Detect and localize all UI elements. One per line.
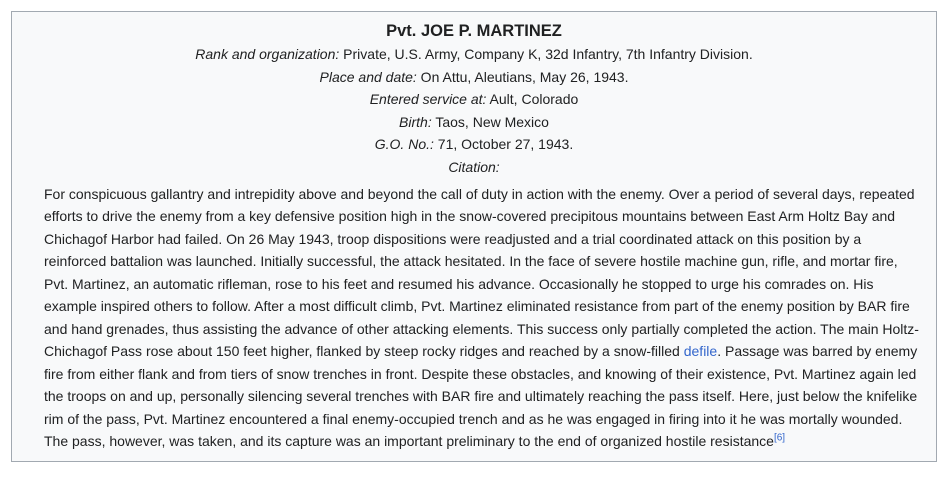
citation-box: [11, 11, 937, 462]
reference-link[interactable]: [6]: [773, 432, 786, 444]
field-label: Birth:: [399, 113, 432, 130]
citation-text: [44, 183, 924, 453]
field-general-order: [12, 133, 936, 156]
field-label: G.O. No.:: [374, 136, 434, 153]
citation-label: Citation:: [448, 158, 500, 175]
field-rank-organization: [12, 43, 936, 66]
field-value: On Attu, Aleutians, May 26, 1943.: [416, 68, 629, 85]
header-block: [12, 12, 936, 179]
field-value: Ault, Colorado: [486, 91, 579, 108]
citation-text-part2: . Passage was barred by enemy fire from either flank and from tiers of snow trenches in front. Despite these obstacles, and knowing of their existence, Pvt. Martinez again led the troops on and up, personally silencing several trenches with BAR fire and ultimately reaching the pass itself. Here, just below the knifelike rim of the pass, Pvt. Martinez encountered a final enemy-occupied trench and as he was engaged in firing into it he was mortally wounded. The pass, however, was taken, and its capture was an important preliminary to the end of organized hostile resistance: [44, 343, 918, 450]
field-entered-service: [12, 88, 936, 111]
defile-link[interactable]: defile: [683, 343, 718, 360]
citation-text-part1: For conspicuous gallantry and intrepidity above and beyond the call of duty in action with the enemy. Over a period of several days, repeated efforts to drive the enemy from a key defensive position high in the snow-covered precipitous mountains between East Arm Holtz Bay and Chichagof Harbor had failed. On 26 May 1943, troop dispositions were readjusted and a trial coordinated attack on this position by a reinforced battalion was launched. Initially successful, the attack hesitated. In the face of severe hostile machine gun, rifle, and mortar fire, Pvt. Martinez, an automatic rifleman, rose to his feet and resumed his advance. Occasionally he stopped to urge his comrades on. His example inspired others to follow. After a most difficult climb, Pvt. Martinez eliminated resistance from part of the enemy position by BAR fire and hand grenades, thus assisting the advance of other attacking elements. This success only partially completed the action. The main Holtz-Chichagof Pass rose about 150 feet higher, flanked by steep rocky ridges and reached by a snow-filled: [44, 185, 919, 360]
field-label: Entered service at:: [369, 91, 487, 108]
field-label: Place and date:: [319, 68, 417, 85]
field-value: Taos, New Mexico: [431, 113, 549, 130]
recipient-name: Pvt. JOE P. MARTINEZ: [386, 22, 562, 40]
field-place-date: [12, 66, 936, 89]
field-value: 71, October 27, 1943.: [433, 136, 574, 153]
field-value: Private, U.S. Army, Company K, 32d Infantry, 7th Infantry Division.: [339, 46, 753, 62]
field-label: Rank and organization:: [195, 46, 340, 62]
field-birth: [12, 111, 936, 134]
